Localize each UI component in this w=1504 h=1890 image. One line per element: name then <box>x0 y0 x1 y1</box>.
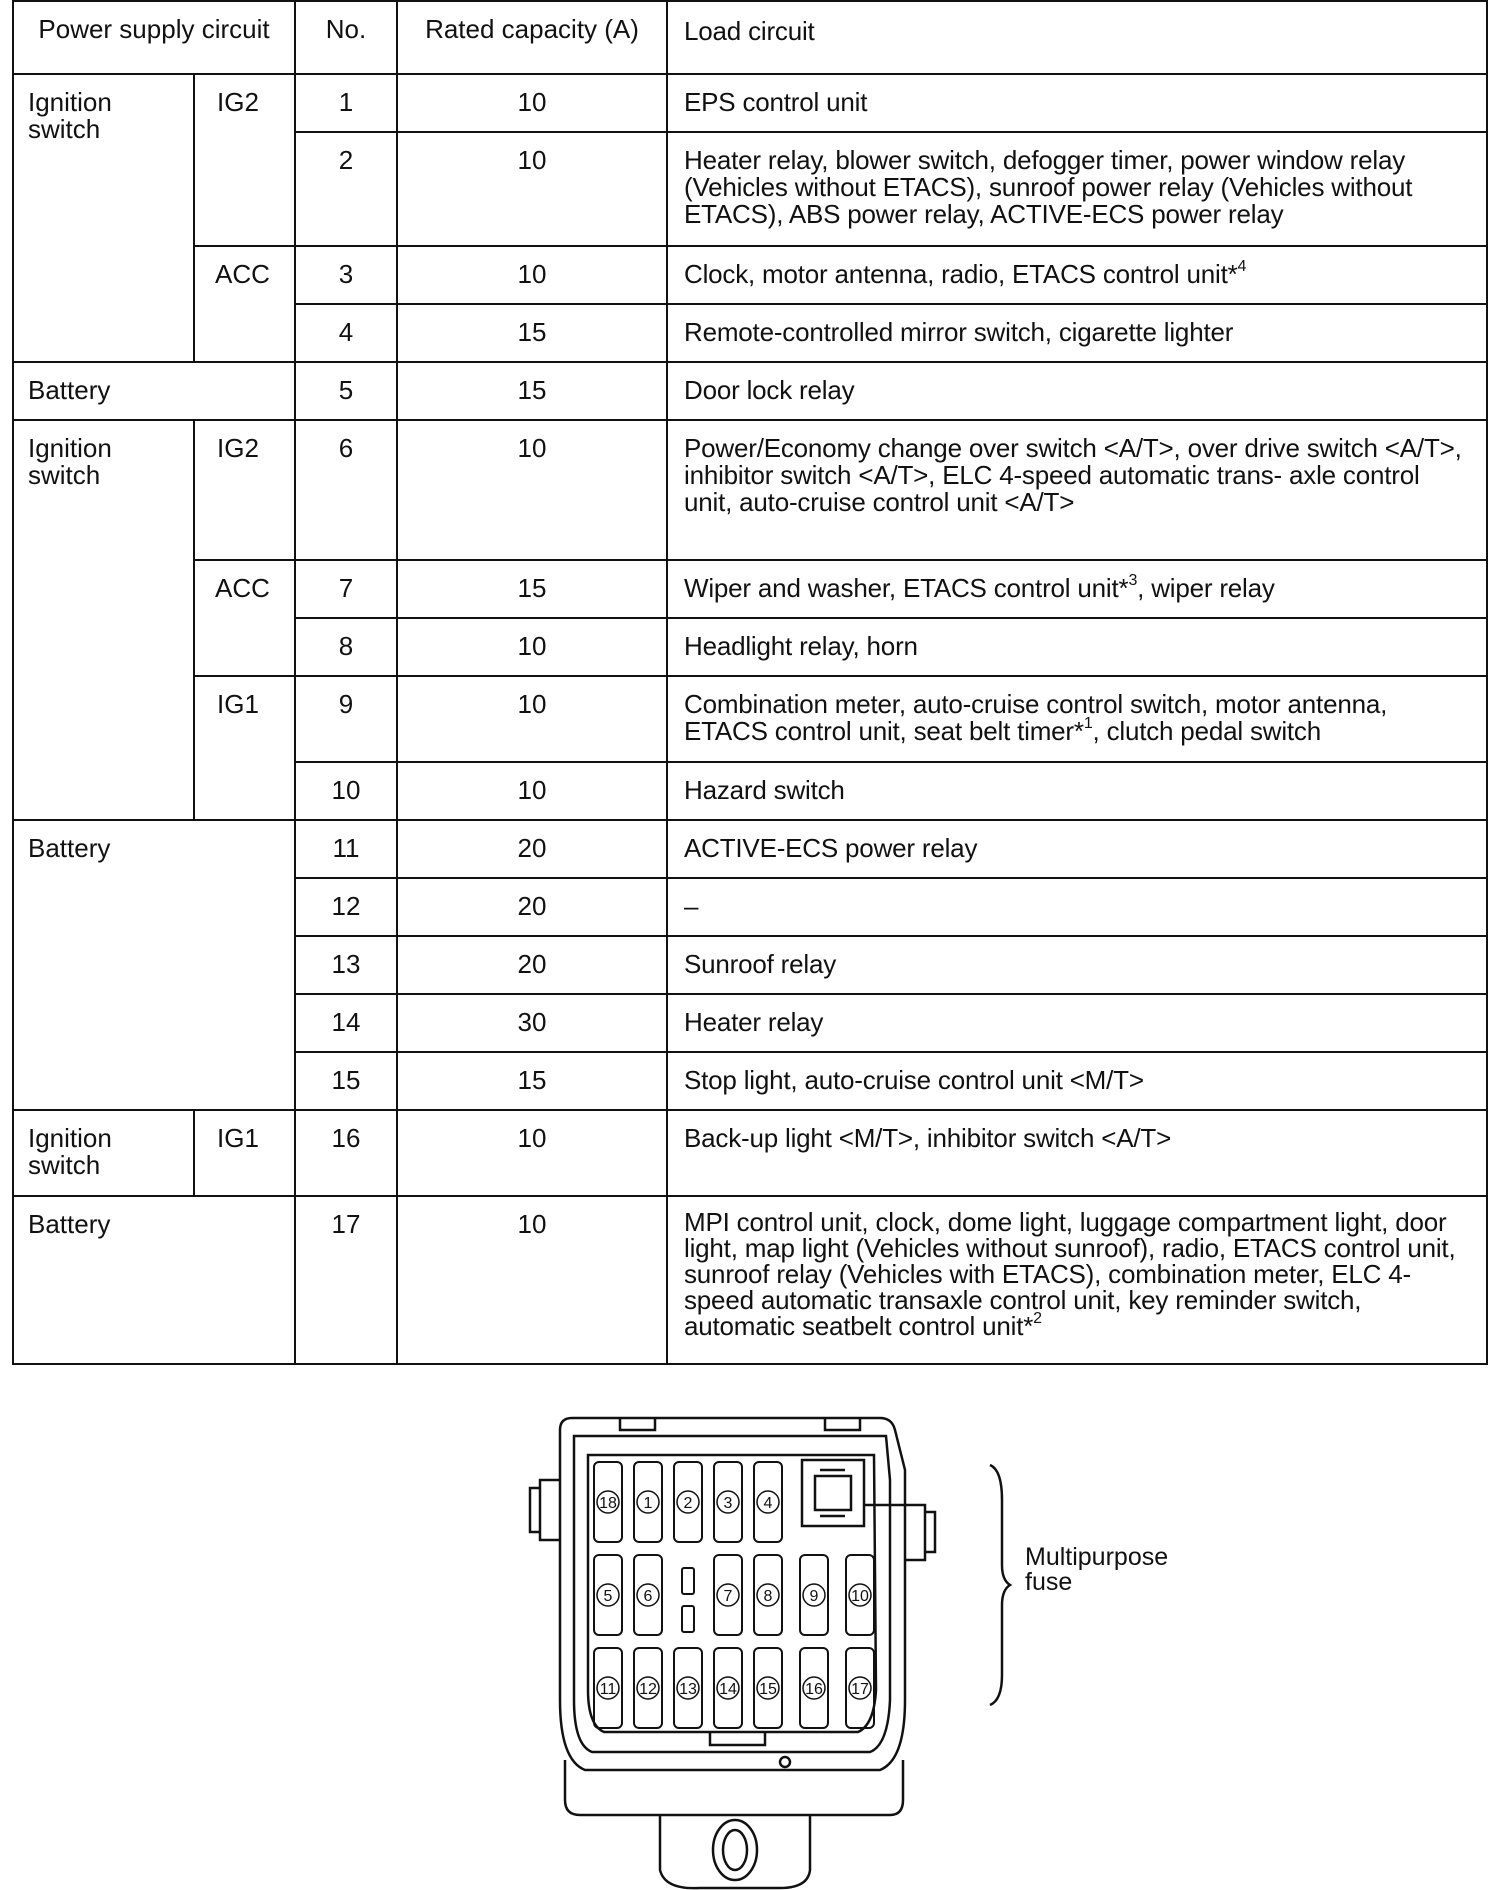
fuse-no: 15 <box>295 1052 397 1110</box>
fuse-label-11: 11 <box>599 1681 617 1698</box>
load-circuit: EPS control unit <box>667 74 1487 132</box>
fuse-box-diagram <box>0 1390 1504 1890</box>
fuse-no: 7 <box>295 560 397 618</box>
fuse-no: 10 <box>295 762 397 820</box>
table-row <box>13 820 1487 878</box>
load-circuit: Heater relay <box>667 994 1487 1052</box>
source-battery: Battery <box>13 1196 295 1364</box>
multipurpose-fuse-label: Multipurpose fuse <box>1025 1543 1169 1596</box>
table-row <box>13 1196 1487 1364</box>
fuse-label-10: 10 <box>851 1588 869 1605</box>
fuse-label-18: 18 <box>599 1495 617 1512</box>
fuse-no: 16 <box>295 1110 397 1196</box>
load-circuit: Sunroof relay <box>667 936 1487 994</box>
fuse-label-13: 13 <box>679 1681 697 1698</box>
table-row <box>13 676 1487 762</box>
fuse-label-15: 15 <box>759 1681 777 1698</box>
fuse-label-6: 6 <box>643 1588 653 1605</box>
fuse-no: 5 <box>295 362 397 420</box>
fuse-no: 9 <box>295 676 397 762</box>
load-circuit: Wiper and washer, ETACS control unit*$^3$, wiper relay <box>667 560 1487 618</box>
fuse-label-5: 5 <box>603 1588 613 1605</box>
fuse-table <box>12 0 1488 1365</box>
fuse-label-3: 3 <box>723 1495 733 1512</box>
fuse-label-16: 16 <box>805 1681 823 1698</box>
fuse-no: 11 <box>295 820 397 878</box>
fuse-amp: 15 <box>397 560 667 618</box>
fuse-amp: 20 <box>397 936 667 994</box>
fuse-no: 13 <box>295 936 397 994</box>
fuse-no: 8 <box>295 618 397 676</box>
fuse-no: 1 <box>295 74 397 132</box>
fuse-amp: 30 <box>397 994 667 1052</box>
fuse-amp: 10 <box>397 132 667 246</box>
fuse-amp: 10 <box>397 762 667 820</box>
fuse-label-7: 7 <box>723 1588 733 1605</box>
load-circuit: Power/Economy change over switch <A/T>, over drive switch <A/T>, inhibitor switch <A/T>, ELC 4-speed automatic trans- axle control unit, auto-cruise control unit <A/T> <box>667 420 1487 560</box>
header-power-supply: Power supply circuit <box>13 1 295 74</box>
table-row <box>13 420 1487 560</box>
table-row <box>13 362 1487 420</box>
fuse-amp: 15 <box>397 304 667 362</box>
header-no: No. <box>295 1 397 74</box>
fuse-label-17: 17 <box>851 1681 869 1698</box>
table-row <box>13 560 1487 618</box>
fuse-no: 6 <box>295 420 397 560</box>
fuse-amp: 20 <box>397 820 667 878</box>
brace-bracket <box>990 1465 1010 1705</box>
fuse-no: 3 <box>295 246 397 304</box>
source-ignition-switch: Ignition switch <box>13 420 194 820</box>
fuse-label-1: 1 <box>643 1495 653 1512</box>
fuse-amp: 15 <box>397 362 667 420</box>
load-circuit: Combination meter, auto-cruise control switch, motor antenna, ETACS control unit, seat belt timer*$^1$, clutch pedal switch <box>667 676 1487 762</box>
fuse-no: 14 <box>295 994 397 1052</box>
fuse-amp: 10 <box>397 1110 667 1196</box>
load-circuit: Heater relay, blower switch, defogger timer, power window relay (Vehicles without ETACS), sunroof power relay (Vehicles without ETACS), ABS power relay, ACTIVE-ECS power relay <box>667 132 1487 246</box>
table-row <box>13 74 1487 132</box>
load-circuit: – <box>667 878 1487 936</box>
fuse-amp: 10 <box>397 74 667 132</box>
source-acc: ACC <box>194 560 295 676</box>
source-ig1: IG1 <box>194 676 295 820</box>
fuse-label-4: 4 <box>763 1495 773 1512</box>
fuse-amp: 10 <box>397 1196 667 1364</box>
source-acc: ACC <box>194 246 295 362</box>
load-circuit: Headlight relay, horn <box>667 618 1487 676</box>
fuse-label-8: 8 <box>763 1588 773 1605</box>
table-header-row <box>13 1 1487 74</box>
source-battery: Battery <box>13 362 295 420</box>
fuse-label-2: 2 <box>683 1495 693 1512</box>
fuse-amp: 20 <box>397 878 667 936</box>
fuse-no: 2 <box>295 132 397 246</box>
fuse-amp: 10 <box>397 676 667 762</box>
source-ig2: IG2 <box>194 420 295 560</box>
source-ig1: IG1 <box>194 1110 295 1196</box>
header-rated-capacity: Rated capacity (A) <box>397 1 667 74</box>
fuse-label-12: 12 <box>639 1681 657 1698</box>
load-circuit: Door lock relay <box>667 362 1487 420</box>
load-circuit: Stop light, auto-cruise control unit <M/T> <box>667 1052 1487 1110</box>
load-circuit: Hazard switch <box>667 762 1487 820</box>
header-load-circuit: Load circuit <box>667 1 1487 74</box>
fuse-label-9: 9 <box>809 1588 819 1605</box>
fuse-no: 12 <box>295 878 397 936</box>
load-circuit: Remote-controlled mirror switch, cigarette lighter <box>667 304 1487 362</box>
table-row <box>13 246 1487 304</box>
source-ignition-switch: Ignition switch <box>13 1110 194 1196</box>
load-circuit: MPI control unit, clock, dome light, luggage compartment light, door light, map light (Vehicles without sunroof), radio, ETACS control unit, sunroof relay (Vehicles with ETACS), combination meter, ELC 4-speed automatic transaxle control unit, key reminder switch, automatic seatbelt control unit*$^2$ <box>667 1196 1487 1364</box>
fuse-amp: 10 <box>397 246 667 304</box>
load-circuit: ACTIVE-ECS power relay <box>667 820 1487 878</box>
fuse-amp: 15 <box>397 1052 667 1110</box>
fuse-label-14: 14 <box>719 1681 737 1698</box>
table-row <box>13 1110 1487 1196</box>
source-ig2: IG2 <box>194 74 295 246</box>
load-circuit: Back-up light <M/T>, inhibitor switch <A/T> <box>667 1110 1487 1196</box>
fuse-no: 17 <box>295 1196 397 1364</box>
source-battery: Battery <box>13 820 295 1110</box>
fuse-no: 4 <box>295 304 397 362</box>
source-ignition-switch: Ignition switch <box>13 74 194 362</box>
fuse-amp: 10 <box>397 618 667 676</box>
fuse-number-labels <box>597 1491 871 1699</box>
fuse-amp: 10 <box>397 420 667 560</box>
load-circuit: Clock, motor antenna, radio, ETACS control unit*$^4$ <box>667 246 1487 304</box>
